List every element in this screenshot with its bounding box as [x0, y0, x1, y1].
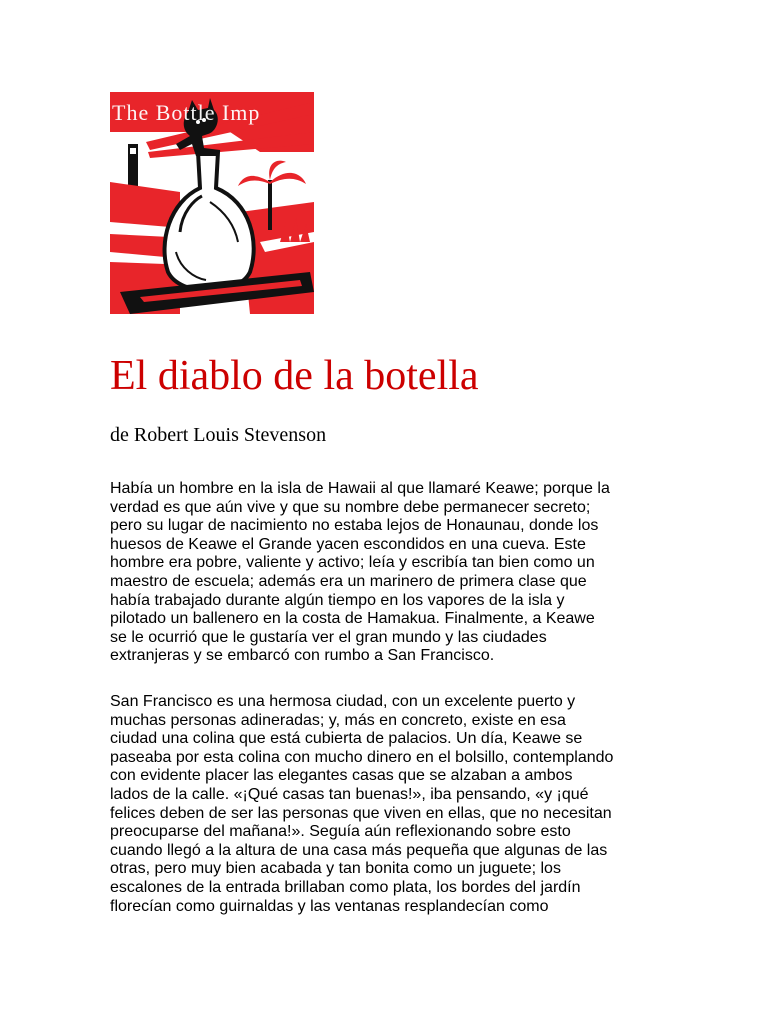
text-line: lados de la calle. «¡Qué casas tan buenas!», iba pensando, «y ¡qué	[110, 785, 589, 803]
text-line: paseaba por esta colina con mucho dinero en el bolsillo, contemplando	[110, 748, 614, 766]
text-line: otras, pero muy bien acabada y tan bonita como un juguete; los	[110, 860, 561, 878]
cover-illustration	[110, 92, 314, 314]
document-title: El diablo de la botella	[110, 353, 479, 399]
text-line: había trabajado durante algún tiempo en los vapores de la isla y	[110, 591, 565, 609]
text-line: huesos de Keawe el Grande yacen escondidos en una cueva. Este	[110, 535, 586, 553]
text-line: ciudad una colina que está cubierta de palacios. Un día, Keawe se	[110, 730, 583, 748]
text-line: verdad es que aún vive y que su nombre debe permanecer secreto;	[110, 498, 591, 516]
text-line: Había un hombre en la isla de Hawaii al que llamaré Keawe; porque la	[110, 480, 610, 497]
text-line: maestro de escuela; además era un marinero de primera clase que	[110, 572, 587, 590]
text-line: hombre era pobre, valiente y activo; leía y escribía tan bien como un	[110, 554, 595, 572]
cover-title: The Bottle Imp	[112, 100, 261, 125]
text-line: con evidente placer las elegantes casas que se alzaban a ambos	[110, 767, 573, 785]
text-line: pero su lugar de nacimiento no estaba lejos de Honaunau, donde los	[110, 517, 599, 535]
text-line: cuando llegó a la altura de una casa más pequeña que algunas de las	[110, 841, 608, 859]
text-line: muchas personas adineradas; y, más en concreto, existe en esa	[110, 711, 566, 729]
text-line: San Francisco es una hermosa ciudad, con un excelente puerto y	[110, 693, 576, 710]
paragraph-2	[110, 693, 670, 916]
text-line: se le ocurrió que le gustaría ver el gran mundo y las ciudades	[110, 628, 547, 646]
text-line: preocuparse del mañana!». Seguía aún reflexionando sobre esto	[110, 823, 571, 841]
paragraph-1	[110, 480, 670, 666]
text-line: extranjeras y se embarcó con rumbo a San Francisco.	[110, 647, 495, 665]
document-byline: de Robert Louis Stevenson	[110, 424, 327, 446]
text-line: pilotado un ballenero en la costa de Hamakua. Finalmente, a Keawe	[110, 610, 595, 628]
text-line: felices deben de ser las personas que viven en ellas, que no necesitan	[110, 804, 612, 822]
text-line: florecían como guirnaldas y las ventanas resplandecían como	[110, 897, 549, 915]
text-line: escalones de la entrada brillaban como plata, los bordes del jardín	[110, 878, 581, 896]
